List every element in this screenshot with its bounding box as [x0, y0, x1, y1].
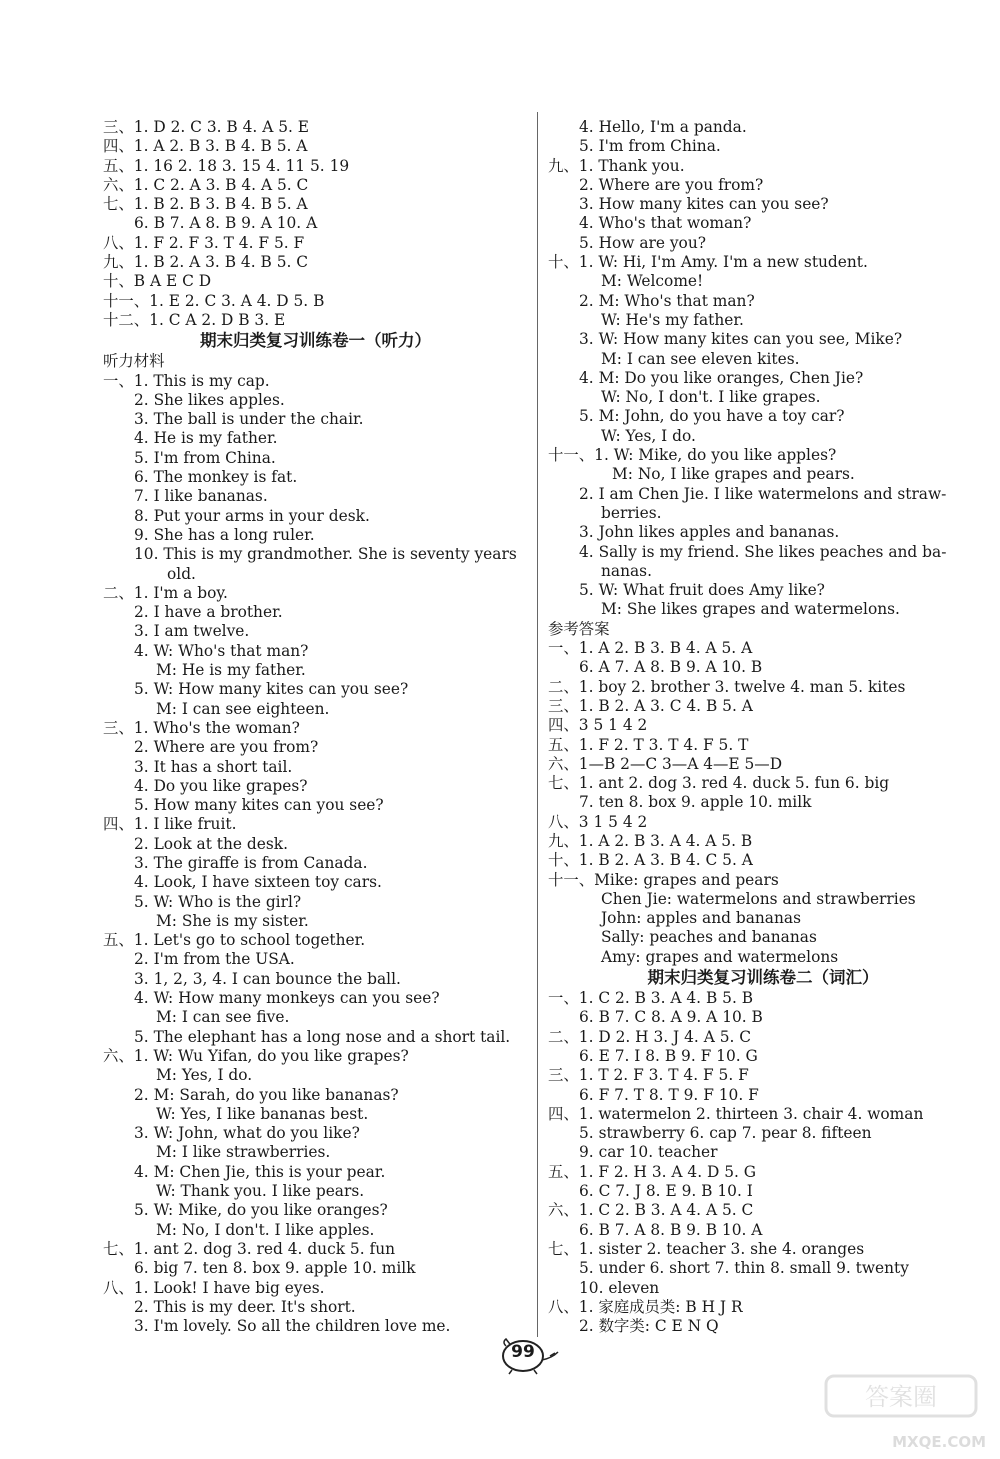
answer-line: 4. M: Do you like oranges, Chen Jie?: [579, 368, 864, 387]
answer-line: M: I like strawberries.: [156, 1143, 331, 1162]
answer-line: 七、1. sister 2. teacher 3. she 4. oranges: [548, 1239, 865, 1258]
svg-text:答案圈: 答案圈: [865, 1383, 937, 1411]
answer-line: 五、1. F 2. H 3. A 4. D 5. G: [548, 1162, 757, 1181]
answer-line: 五、1. F 2. T 3. T 4. F 5. T: [548, 735, 749, 754]
answer-line: 9. car 10. teacher: [579, 1143, 718, 1162]
answer-line: 4. He is my father.: [134, 429, 278, 448]
answer-line: 八、1. 家庭成员类: B H J R: [548, 1297, 743, 1316]
answer-line: 三、1. Who's the woman?: [103, 718, 300, 737]
section-label: 参考答案: [548, 619, 610, 638]
answer-line: 10. This is my grandmother. She is seventy years: [134, 545, 517, 564]
answer-line: 2. This is my deer. It's short.: [134, 1297, 356, 1316]
answer-line: 7. ten 8. box 9. apple 10. milk: [579, 793, 812, 812]
answer-line: 3. It has a short tail.: [134, 757, 293, 776]
answer-line: 六、1—B 2—C 3—A 4—E 5—D: [548, 754, 783, 773]
answer-line: 十、1. B 2. A 3. B 4. C 5. A: [548, 851, 753, 870]
answer-line: 4. W: Who's that man?: [134, 641, 309, 660]
answer-line: 八、3 1 5 4 2: [548, 812, 648, 831]
answer-line: 2. 数字类: C E N Q: [579, 1317, 719, 1336]
answer-line: 5. The elephant has a long nose and a short tail.: [134, 1027, 511, 1046]
answer-line: 4. M: Chen Jie, this is your pear.: [134, 1162, 386, 1181]
answer-line: Amy: grapes and watermelons: [601, 947, 839, 966]
section-label: 听力材料: [103, 352, 165, 371]
answer-line: 二、1. I'm a boy.: [103, 583, 228, 602]
answer-line: 9. She has a long ruler.: [134, 525, 315, 544]
answer-line: 4. Look, I have sixteen toy cars.: [134, 873, 382, 892]
answer-line: 4. Sally is my friend. She likes peaches and ba-: [579, 542, 947, 561]
answer-line: W: Yes, I do.: [601, 426, 696, 445]
answer-line: M: Welcome!: [601, 272, 704, 291]
answer-line: old.: [167, 564, 196, 583]
answer-line: 6. big 7. ten 8. box 9. apple 10. milk: [134, 1259, 416, 1278]
answer-line: M: I can see eighteen.: [156, 699, 330, 718]
answer-line: 5. under 6. short 7. thin 8. small 9. twenty: [579, 1259, 909, 1278]
page-number: 99: [511, 1342, 535, 1362]
answer-line: 九、1. Thank you.: [548, 156, 685, 175]
answer-line: 6. A 7. A 8. B 9. A 10. B: [579, 658, 763, 677]
answer-line: 3. W: John, what do you like?: [134, 1124, 360, 1143]
right-column: [548, 118, 978, 1336]
answer-line: 七、1. ant 2. dog 3. red 4. duck 5. fun 6. big: [548, 774, 890, 793]
answer-line: 七、1. ant 2. dog 3. red 4. duck 5. fun: [103, 1239, 396, 1258]
answer-line: 6. B 7. C 8. A 9. A 10. B: [579, 1008, 763, 1027]
answer-line: 4. Hello, I'm a panda.: [579, 118, 747, 136]
answer-line: Sally: peaches and bananas: [601, 928, 817, 947]
answer-line: 四、1. A 2. B 3. B 4. B 5. A: [103, 137, 308, 156]
answer-line: Chen Jie: watermelons and strawberries: [601, 889, 916, 908]
answer-line: 五、1. Let's go to school together.: [103, 931, 366, 950]
answer-line: 六、1. C 2. A 3. B 4. A 5. C: [103, 175, 309, 194]
section-title: 期末归类复习训练卷二（词汇）: [647, 968, 879, 988]
answer-line: M: I can see five.: [156, 1008, 290, 1027]
answer-line: John: apples and bananas: [601, 909, 801, 928]
answer-line: 6. B 7. A 8. B 9. A 10. A: [134, 214, 318, 233]
answer-line: 2. M: Who's that man?: [579, 291, 755, 310]
answer-line: 6. C 7. J 8. E 9. B 10. I: [579, 1182, 753, 1201]
answer-line: 十、B A E C D: [103, 272, 212, 291]
answer-line: M: I can see eleven kites.: [601, 349, 800, 368]
watermark-logo-icon: [816, 1371, 986, 1431]
answer-line: M: She is my sister.: [156, 911, 309, 930]
answer-line: 2. I have a brother.: [134, 603, 283, 622]
answer-line: 一、1. A 2. B 3. B 4. A 5. A: [548, 639, 753, 658]
answer-line: 十、1. W: Hi, I'm Amy. I'm a new student.: [548, 253, 868, 272]
answer-line: M: No, I like grapes and pears.: [612, 465, 855, 484]
answer-line: 5. W: Mike, do you like oranges?: [134, 1201, 388, 1220]
answer-line: 5. How are you?: [579, 233, 706, 252]
answer-line: 6. The monkey is fat.: [134, 468, 298, 487]
answer-line: 九、1. B 2. A 3. B 4. B 5. C: [103, 253, 309, 272]
answer-line: 3. The giraffe is from Canada.: [134, 853, 368, 872]
watermark: [816, 1371, 986, 1451]
answer-line: 3. The ball is under the chair.: [134, 410, 364, 429]
answer-line: 5. How many kites can you see?: [134, 796, 384, 815]
answer-line: 5. W: What fruit does Amy like?: [579, 581, 825, 600]
answer-line: 一、1. This is my cap.: [103, 371, 270, 390]
answer-line: 3. I'm lovely. So all the children love me.: [134, 1317, 451, 1336]
answer-line: 6. F 7. T 8. T 9. F 10. F: [579, 1085, 759, 1104]
answer-line: 四、1. watermelon 2. thirteen 3. chair 4. woman: [548, 1104, 924, 1123]
answer-line: 十一、Mike: grapes and pears: [548, 870, 779, 889]
answer-line: 2. Look at the desk.: [134, 834, 288, 853]
answer-line: 3. John likes apples and bananas.: [579, 523, 840, 542]
answer-line: 2. I'm from the USA.: [134, 950, 295, 969]
answer-line: M: She likes grapes and watermelons.: [601, 600, 900, 619]
answer-line: 十一、1. E 2. C 3. A 4. D 5. B: [103, 291, 325, 310]
answer-line: 5. M: John, do you have a toy car?: [579, 407, 845, 426]
answer-line: 3. W: How many kites can you see, Mike?: [579, 330, 903, 349]
answer-line: nanas.: [601, 561, 652, 580]
answer-line: 八、1. Look! I have big eyes.: [103, 1278, 325, 1297]
answer-line: 5. W: How many kites can you see?: [134, 680, 409, 699]
answer-line: W: No, I don't. I like grapes.: [601, 388, 821, 407]
answer-line: 7. I like bananas.: [134, 487, 268, 506]
answer-line: 3. 1, 2, 3, 4. I can bounce the ball.: [134, 969, 401, 988]
watermark-text: MXQE.COM: [892, 1433, 986, 1451]
answer-line: 5. I'm from China.: [134, 448, 276, 467]
answer-line: 八、1. F 2. F 3. T 4. F 5. F: [103, 233, 305, 252]
answer-line: M: Yes, I do.: [156, 1066, 253, 1085]
section-title: 期末归类复习训练卷一（听力）: [200, 331, 431, 351]
answer-line: 九、1. A 2. B 3. A 4. A 5. B: [548, 831, 753, 850]
answer-line: 2. I am Chen Jie. I like watermelons and straw-: [579, 484, 947, 503]
answer-line: 3. I am twelve.: [134, 622, 250, 641]
answer-line: 2. Where are you from?: [579, 175, 764, 194]
answer-line: 5. I'm from China.: [579, 137, 721, 156]
answer-line: 3. How many kites can you see?: [579, 195, 829, 214]
answer-line: 十二、1. C A 2. D B 3. E: [103, 310, 286, 329]
answer-line: berries.: [601, 503, 662, 522]
answer-line: 三、1. T 2. F 3. T 4. F 5. F: [548, 1066, 749, 1085]
answer-line: 2. Where are you from?: [134, 738, 319, 757]
answer-line: 5. strawberry 6. cap 7. pear 8. fifteen: [579, 1124, 872, 1143]
answer-line: 10. eleven: [579, 1278, 660, 1297]
answer-line: W: He's my father.: [601, 310, 744, 329]
answer-line: M: He is my father.: [156, 661, 306, 680]
left-column: [103, 118, 528, 1336]
answer-line: W: Thank you. I like pears.: [156, 1182, 365, 1201]
answer-line: 4. Do you like grapes?: [134, 776, 308, 795]
answer-line: 六、1. C 2. B 3. A 4. A 5. C: [548, 1201, 754, 1220]
answer-line: 二、1. D 2. H 3. J 4. A 5. C: [548, 1027, 752, 1046]
answer-line: 4. Who's that woman?: [579, 214, 752, 233]
answer-line: M: No, I don't. I like apples.: [156, 1220, 375, 1239]
column-divider: [537, 112, 538, 1337]
answer-line: 8. Put your arms in your desk.: [134, 506, 370, 525]
answer-line: 2. She likes apples.: [134, 390, 285, 409]
page-number-badge: [500, 1336, 560, 1376]
answer-line: 6. E 7. I 8. B 9. F 10. G: [579, 1046, 758, 1065]
answer-line: 十一、1. W: Mike, do you like apples?: [548, 446, 837, 465]
answer-line: W: Yes, I like bananas best.: [156, 1104, 369, 1123]
answer-line: 二、1. boy 2. brother 3. twelve 4. man 5. kites: [548, 677, 906, 696]
answer-line: 2. M: Sarah, do you like bananas?: [134, 1085, 399, 1104]
answer-line: 一、1. C 2. B 3. A 4. B 5. B: [548, 989, 754, 1008]
answer-line: 六、1. W: Wu Yifan, do you like grapes?: [103, 1046, 409, 1065]
answer-line: 三、1. B 2. A 3. C 4. B 5. A: [548, 696, 753, 715]
answer-line: 6. B 7. A 8. B 9. B 10. A: [579, 1220, 763, 1239]
answer-line: 三、1. D 2. C 3. B 4. A 5. E: [103, 118, 310, 136]
answer-line: 四、1. I like fruit.: [103, 815, 237, 834]
answer-line: 七、1. B 2. B 3. B 4. B 5. A: [103, 195, 308, 214]
answer-line: 5. W: Who is the girl?: [134, 892, 302, 911]
answer-line: 五、1. 16 2. 18 3. 15 4. 11 5. 19: [103, 156, 350, 175]
answer-line: 四、3 5 1 4 2: [548, 716, 648, 735]
answer-line: 4. W: How many monkeys can you see?: [134, 989, 440, 1008]
